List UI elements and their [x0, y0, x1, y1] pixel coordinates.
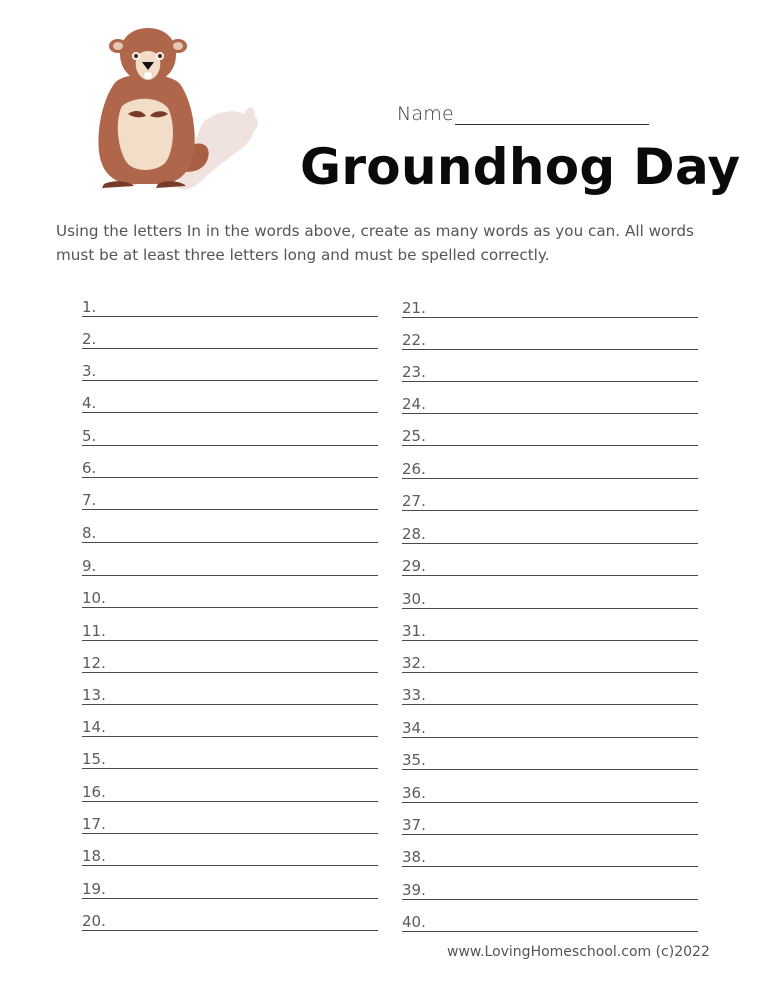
answer-number: 24. [402, 395, 426, 413]
answer-line[interactable] [82, 550, 378, 576]
answer-line[interactable] [402, 712, 698, 738]
answer-number: 39. [402, 881, 426, 899]
answer-number: 37. [402, 816, 426, 834]
answer-line[interactable] [82, 484, 378, 510]
answer-number: 18. [82, 847, 106, 865]
answer-number: 22. [402, 331, 426, 349]
answer-number: 16. [82, 783, 106, 801]
answer-line[interactable] [82, 452, 378, 478]
answer-line[interactable] [402, 485, 698, 511]
answer-number: 34. [402, 719, 426, 737]
answer-line[interactable] [402, 292, 698, 318]
answer-number: 38. [402, 848, 426, 866]
answer-number: 40. [402, 913, 426, 931]
answer-number: 28. [402, 525, 426, 543]
answer-number: 12. [82, 654, 106, 672]
answer-number: 11. [82, 622, 106, 640]
answer-line[interactable] [82, 743, 378, 769]
answer-line[interactable] [82, 647, 378, 673]
answer-number: 15. [82, 750, 106, 768]
answer-line[interactable] [82, 711, 378, 737]
answer-line[interactable] [82, 323, 378, 349]
answer-number: 10. [82, 589, 106, 607]
answer-line[interactable] [82, 582, 378, 608]
instructions-text: Using the letters In in the words above, create as many words as you can. All words must be at least three letters long and must be spelled correctly. [56, 222, 694, 264]
answer-line[interactable] [82, 679, 378, 705]
answer-number: 4. [82, 394, 97, 412]
answer-number: 29. [402, 557, 426, 575]
answer-line[interactable] [402, 420, 698, 446]
name-label: Name [397, 103, 454, 125]
answer-number: 19. [82, 880, 106, 898]
answer-line[interactable] [82, 808, 378, 834]
answer-line[interactable] [402, 453, 698, 479]
answer-number: 8. [82, 524, 97, 542]
answer-line[interactable] [82, 387, 378, 413]
answer-line[interactable] [82, 615, 378, 641]
answer-line[interactable] [402, 518, 698, 544]
answer-line[interactable] [402, 874, 698, 900]
answer-line[interactable] [402, 777, 698, 803]
answer-line[interactable] [402, 583, 698, 609]
answer-line[interactable] [402, 550, 698, 576]
answer-line[interactable] [402, 809, 698, 835]
answer-line[interactable] [402, 679, 698, 705]
answer-number: 1. [82, 298, 97, 316]
answer-line[interactable] [402, 356, 698, 382]
answer-line[interactable] [402, 615, 698, 641]
answer-number: 35. [402, 751, 426, 769]
answer-line[interactable] [402, 388, 698, 414]
answer-line[interactable] [402, 906, 698, 932]
answer-line[interactable] [82, 291, 378, 317]
name-blank-line[interactable] [455, 105, 649, 125]
answer-line[interactable] [82, 905, 378, 931]
answer-number: 5. [82, 427, 97, 445]
answer-number: 27. [402, 492, 426, 510]
answer-line[interactable] [402, 841, 698, 867]
answer-number: 32. [402, 654, 426, 672]
answer-number: 30. [402, 590, 426, 608]
answer-number: 25. [402, 427, 426, 445]
name-field[interactable] [397, 103, 649, 125]
answer-line[interactable] [82, 355, 378, 381]
answer-line[interactable] [82, 420, 378, 446]
answer-line[interactable] [402, 647, 698, 673]
answer-line[interactable] [82, 873, 378, 899]
answer-line[interactable] [82, 776, 378, 802]
answer-number: 3. [82, 362, 97, 380]
answer-line[interactable] [82, 517, 378, 543]
answer-number: 13. [82, 686, 106, 704]
answer-line[interactable] [402, 324, 698, 350]
answer-number: 7. [82, 491, 97, 509]
answer-number: 20. [82, 912, 106, 930]
answer-line[interactable] [402, 744, 698, 770]
answer-line[interactable] [82, 840, 378, 866]
answer-number: 31. [402, 622, 426, 640]
answer-number: 33. [402, 686, 426, 704]
answer-number: 21. [402, 299, 426, 317]
copyright-footer: www.LovingHomeschool.com (c)2022 [447, 944, 710, 960]
answer-number: 36. [402, 784, 426, 802]
answer-number: 23. [402, 363, 426, 381]
answer-number: 6. [82, 459, 97, 477]
worksheet-title: Groundhog Day [300, 138, 741, 196]
groundhog-illustration-icon [84, 24, 274, 204]
answer-number: 17. [82, 815, 106, 833]
answer-number: 2. [82, 330, 97, 348]
answer-number: 14. [82, 718, 106, 736]
answer-number: 9. [82, 557, 97, 575]
answer-number: 26. [402, 460, 426, 478]
